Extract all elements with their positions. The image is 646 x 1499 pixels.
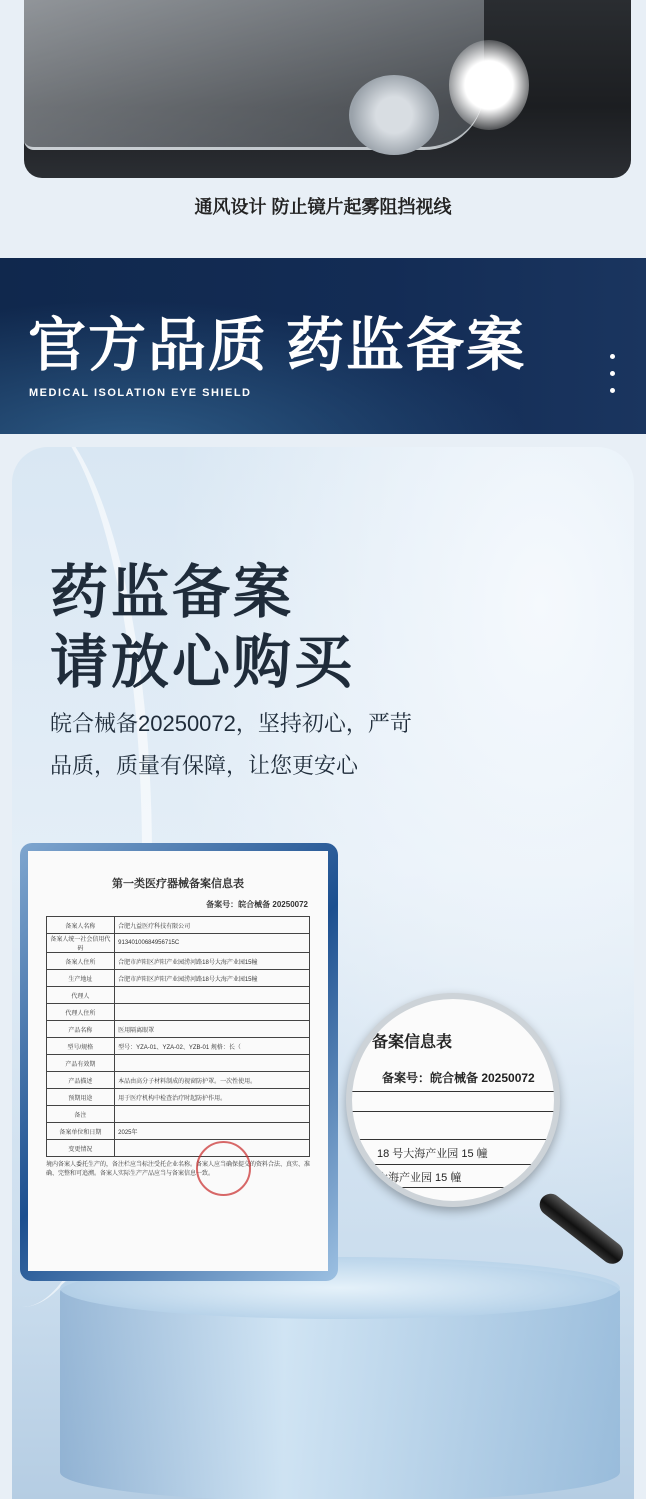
row-label: 产品描述 [46, 1072, 115, 1089]
magnified-title: 备案信息表 [372, 1034, 453, 1051]
certificate-row [46, 1055, 310, 1072]
certificate-row [46, 1089, 310, 1106]
row-value: 合肥市庐阳区庐阳产业园涝河路18号大海产业园15幢 [115, 970, 310, 987]
certificate-row [46, 1038, 310, 1055]
section-banner [0, 258, 646, 434]
row-label: 产品名称 [46, 1021, 115, 1038]
certificate-row [46, 934, 310, 953]
row-value [115, 1106, 310, 1123]
certificate-title: 第一类医疗器械备案信息表 [112, 878, 244, 890]
magnified-row-1: 18 号大海产业园 15 幢 [377, 1148, 488, 1160]
magnifier-lens [346, 993, 560, 1207]
certificate-table [46, 916, 311, 1157]
certificate-frame [20, 843, 338, 1281]
certificate-row [46, 1021, 310, 1038]
row-label: 生产地址 [46, 970, 115, 987]
vent-valve [349, 75, 439, 155]
row-label: 备注 [46, 1106, 115, 1123]
dots-icon [610, 354, 615, 405]
headline-1: 药监备案 [50, 560, 295, 625]
row-label: 变更情况 [46, 1140, 115, 1157]
certificate-document [28, 851, 328, 1271]
row-label: 备案人住所 [46, 953, 115, 970]
certification-card [12, 447, 634, 1499]
description-line-1: 皖合械备20250072，坚持初心，严苛 [50, 711, 412, 736]
description-line-2: 品质，质量有保障，让您更安心 [50, 753, 359, 778]
photo-caption: 通风设计 防止镜片起雾阻挡视线 [194, 197, 452, 217]
magnifier-handle [535, 1189, 627, 1268]
row-value [115, 1055, 310, 1072]
certificate-row [46, 970, 310, 987]
certificate-row [46, 1106, 310, 1123]
magnified-row-2: 大海产业园 15 幢 [377, 1172, 462, 1184]
row-label: 代理人 [46, 987, 115, 1004]
row-label: 备案单位和日期 [46, 1123, 115, 1140]
row-label: 备案人名称 [46, 917, 115, 934]
certificate-row [46, 1140, 310, 1157]
row-value: 2025年 [115, 1123, 310, 1140]
row-label: 型号/规格 [46, 1038, 115, 1055]
product-photo-goggles [24, 0, 631, 178]
row-value: 用于医疗机构中检查治疗时起防护作用。 [115, 1089, 310, 1106]
row-label: 预期用途 [46, 1089, 115, 1106]
certificate-record-no: 备案号：皖合械备 20250072 [206, 900, 308, 909]
vent-airflow [449, 40, 529, 130]
certificate-row [46, 987, 310, 1004]
certificate-row [46, 1072, 310, 1089]
row-label: 备案人统一社会信用代码 [46, 934, 115, 953]
row-value: 本品由高分子材料制成的视窗防护罩。一次性使用。 [115, 1072, 310, 1089]
certificate-footnote: 境内备案人委托生产的，备注栏应当标注受托企业名称。备案人应当确保提交的资料合法、真实、准确、完整和可追溯。备案人实际生产产品应当与备案信息一致。 [46, 1162, 311, 1177]
row-label: 产品有效期 [46, 1055, 115, 1072]
certificate-row [46, 917, 310, 934]
row-label: 代理人住所 [46, 1004, 115, 1021]
certificate-row [46, 1004, 310, 1021]
row-value: 型号：YZA-01、YZA-02、YZB-01 规格：长（ [115, 1038, 310, 1055]
banner-title: 官方品质 药监备案 [28, 313, 527, 378]
row-value: 91340100684956715C [115, 934, 310, 953]
row-value: 医用隔离眼罩 [115, 1021, 310, 1038]
row-value: 合肥市庐阳区庐阳产业园涝河路18号大海产业园15幢 [115, 953, 310, 970]
headline-2: 请放心购买 [50, 630, 356, 695]
certificate-row [46, 1123, 310, 1140]
row-value: 合肥九益医疗科技有限公司 [115, 917, 310, 934]
row-value [115, 1004, 310, 1021]
row-value [115, 987, 310, 1004]
banner-subtitle: MEDICAL ISOLATION EYE SHIELD [29, 387, 252, 399]
certificate-row [46, 953, 310, 970]
row-value [115, 1140, 310, 1157]
magnified-record-no: 备案号：皖合械备 20250072 [382, 1071, 535, 1085]
